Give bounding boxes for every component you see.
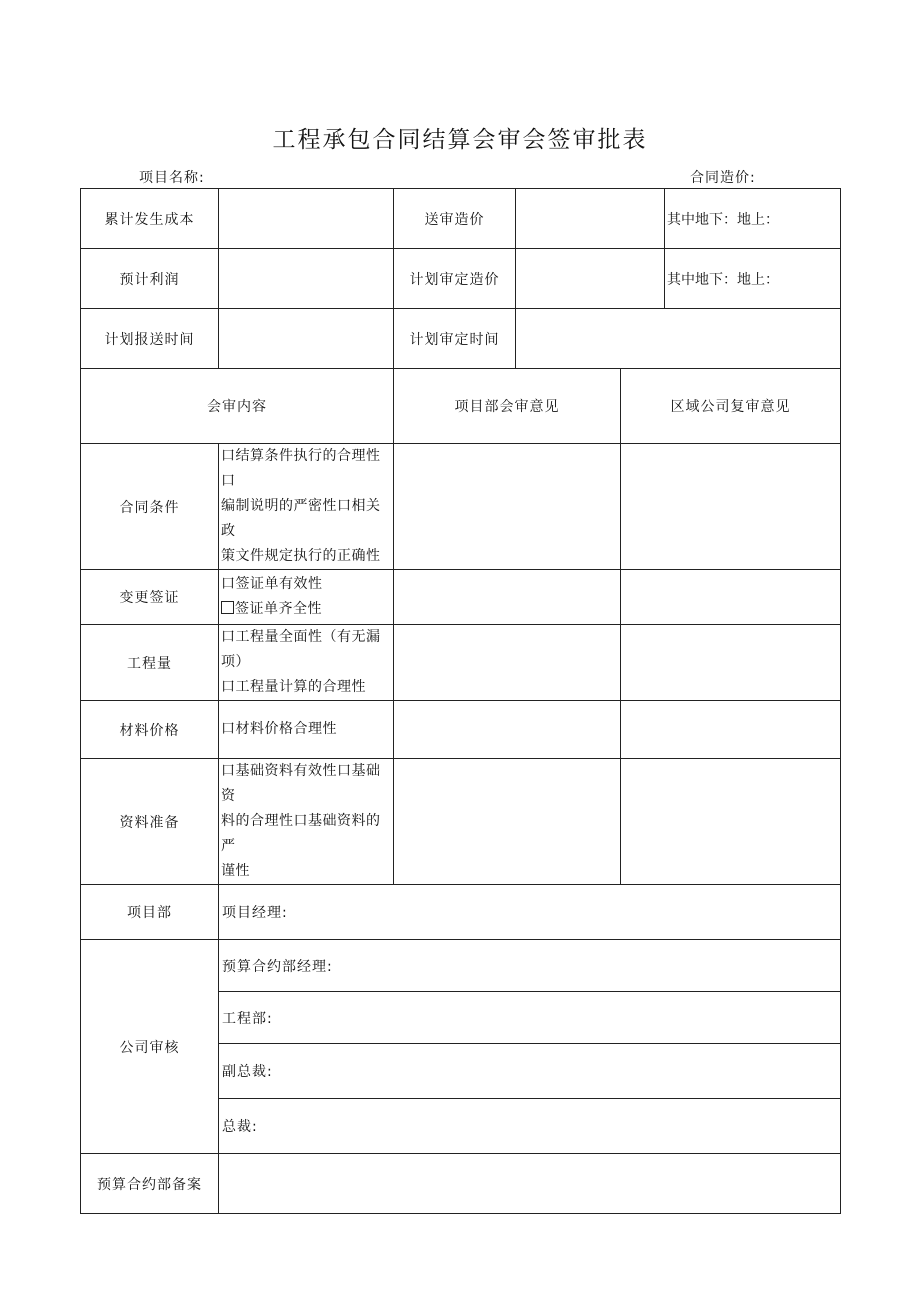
material-price-label: 材料价格	[81, 701, 219, 759]
planned-submit-time-field[interactable]	[219, 309, 394, 369]
archive-label: 预算合约部备案	[81, 1154, 219, 1214]
expected-profit-label: 预计利润	[81, 249, 219, 309]
documents-project-opinion[interactable]	[394, 759, 621, 885]
engineering-dept-signature[interactable]: 工程部:	[219, 992, 841, 1044]
change-visa-label: 变更签证	[81, 570, 219, 625]
approval-form-table	[80, 188, 841, 1214]
contract-conditions-label: 合同条件	[81, 444, 219, 570]
regional-opinion-header: 区域公司复审意见	[621, 369, 841, 444]
vice-president-signature[interactable]: 副总裁:	[219, 1044, 841, 1099]
checklist-line: 谨性	[221, 863, 250, 879]
checklist-line: 项）	[221, 654, 250, 670]
checklist-line: 料的合理性口基础资料的严	[221, 813, 381, 854]
review-content-header: 会审内容	[81, 369, 394, 444]
contract-conditions-project-opinion[interactable]	[394, 444, 621, 570]
cumulative-cost-label: 累计发生成本	[81, 189, 219, 249]
cumulative-cost-field[interactable]	[219, 189, 394, 249]
expected-profit-field[interactable]	[219, 249, 394, 309]
budget-contract-manager-signature[interactable]: 预算合约部经理:	[219, 940, 841, 992]
form-title: 工程承包合同结算会审会签审批表	[272, 127, 648, 153]
quantities-project-opinion[interactable]	[394, 625, 621, 701]
submitted-price-label: 送审造价	[394, 189, 516, 249]
project-dept-label: 项目部	[81, 885, 219, 940]
checkbox-icon[interactable]	[221, 601, 234, 614]
planned-approved-price-label: 计划审定造价	[394, 249, 516, 309]
documents-label: 资料准备	[81, 759, 219, 885]
checklist-line: 口基础资料有效性口基础资	[221, 763, 381, 804]
documents-checklist[interactable]	[219, 759, 394, 885]
company-review-label: 公司审核	[81, 940, 219, 1154]
project-opinion-header: 项目部会审意见	[394, 369, 621, 444]
material-price-project-opinion[interactable]	[394, 701, 621, 759]
material-price-regional-opinion[interactable]	[621, 701, 841, 759]
change-visa-checklist[interactable]	[219, 570, 394, 625]
contract-conditions-checklist[interactable]	[219, 444, 394, 570]
change-visa-regional-opinion[interactable]	[621, 570, 841, 625]
archive-field[interactable]	[219, 1154, 841, 1214]
planned-approved-price-field[interactable]	[516, 249, 665, 309]
checklist-line: 口材料价格合理性	[221, 721, 337, 737]
documents-regional-opinion[interactable]	[621, 759, 841, 885]
submitted-price-field[interactable]	[516, 189, 665, 249]
checklist-line: 签证单齐全性	[235, 601, 322, 617]
project-manager-signature[interactable]: 项目经理:	[219, 885, 841, 940]
checklist-line: 口签证单有效性	[221, 576, 323, 592]
contract-price-label: 合同造价:	[690, 170, 756, 186]
underground-aboveground-split-2[interactable]: 其中地下：地上：	[665, 249, 841, 309]
checklist-line: 编制说明的严密性口相关政	[221, 498, 381, 539]
quantities-checklist[interactable]	[219, 625, 394, 701]
planned-approve-time-label: 计划审定时间	[394, 309, 516, 369]
contract-conditions-regional-opinion[interactable]	[621, 444, 841, 570]
change-visa-project-opinion[interactable]	[394, 570, 621, 625]
planned-submit-time-label: 计划报送时间	[81, 309, 219, 369]
checklist-line: 口工程量全面性（有无漏	[221, 629, 381, 645]
quantities-regional-opinion[interactable]	[621, 625, 841, 701]
checklist-line: 策文件规定执行的正确性	[221, 548, 381, 564]
underground-aboveground-split-1[interactable]: 其中地下：地上：	[665, 189, 841, 249]
project-name-label: 项目名称:	[139, 170, 205, 186]
checklist-line: 口结算条件执行的合理性口	[221, 448, 381, 489]
quantities-label: 工程量	[81, 625, 219, 701]
planned-approve-time-field[interactable]	[516, 309, 841, 369]
checklist-line: 口工程量计算的合理性	[221, 679, 366, 695]
material-price-checklist[interactable]	[219, 701, 394, 759]
president-signature[interactable]: 总裁:	[219, 1099, 841, 1154]
